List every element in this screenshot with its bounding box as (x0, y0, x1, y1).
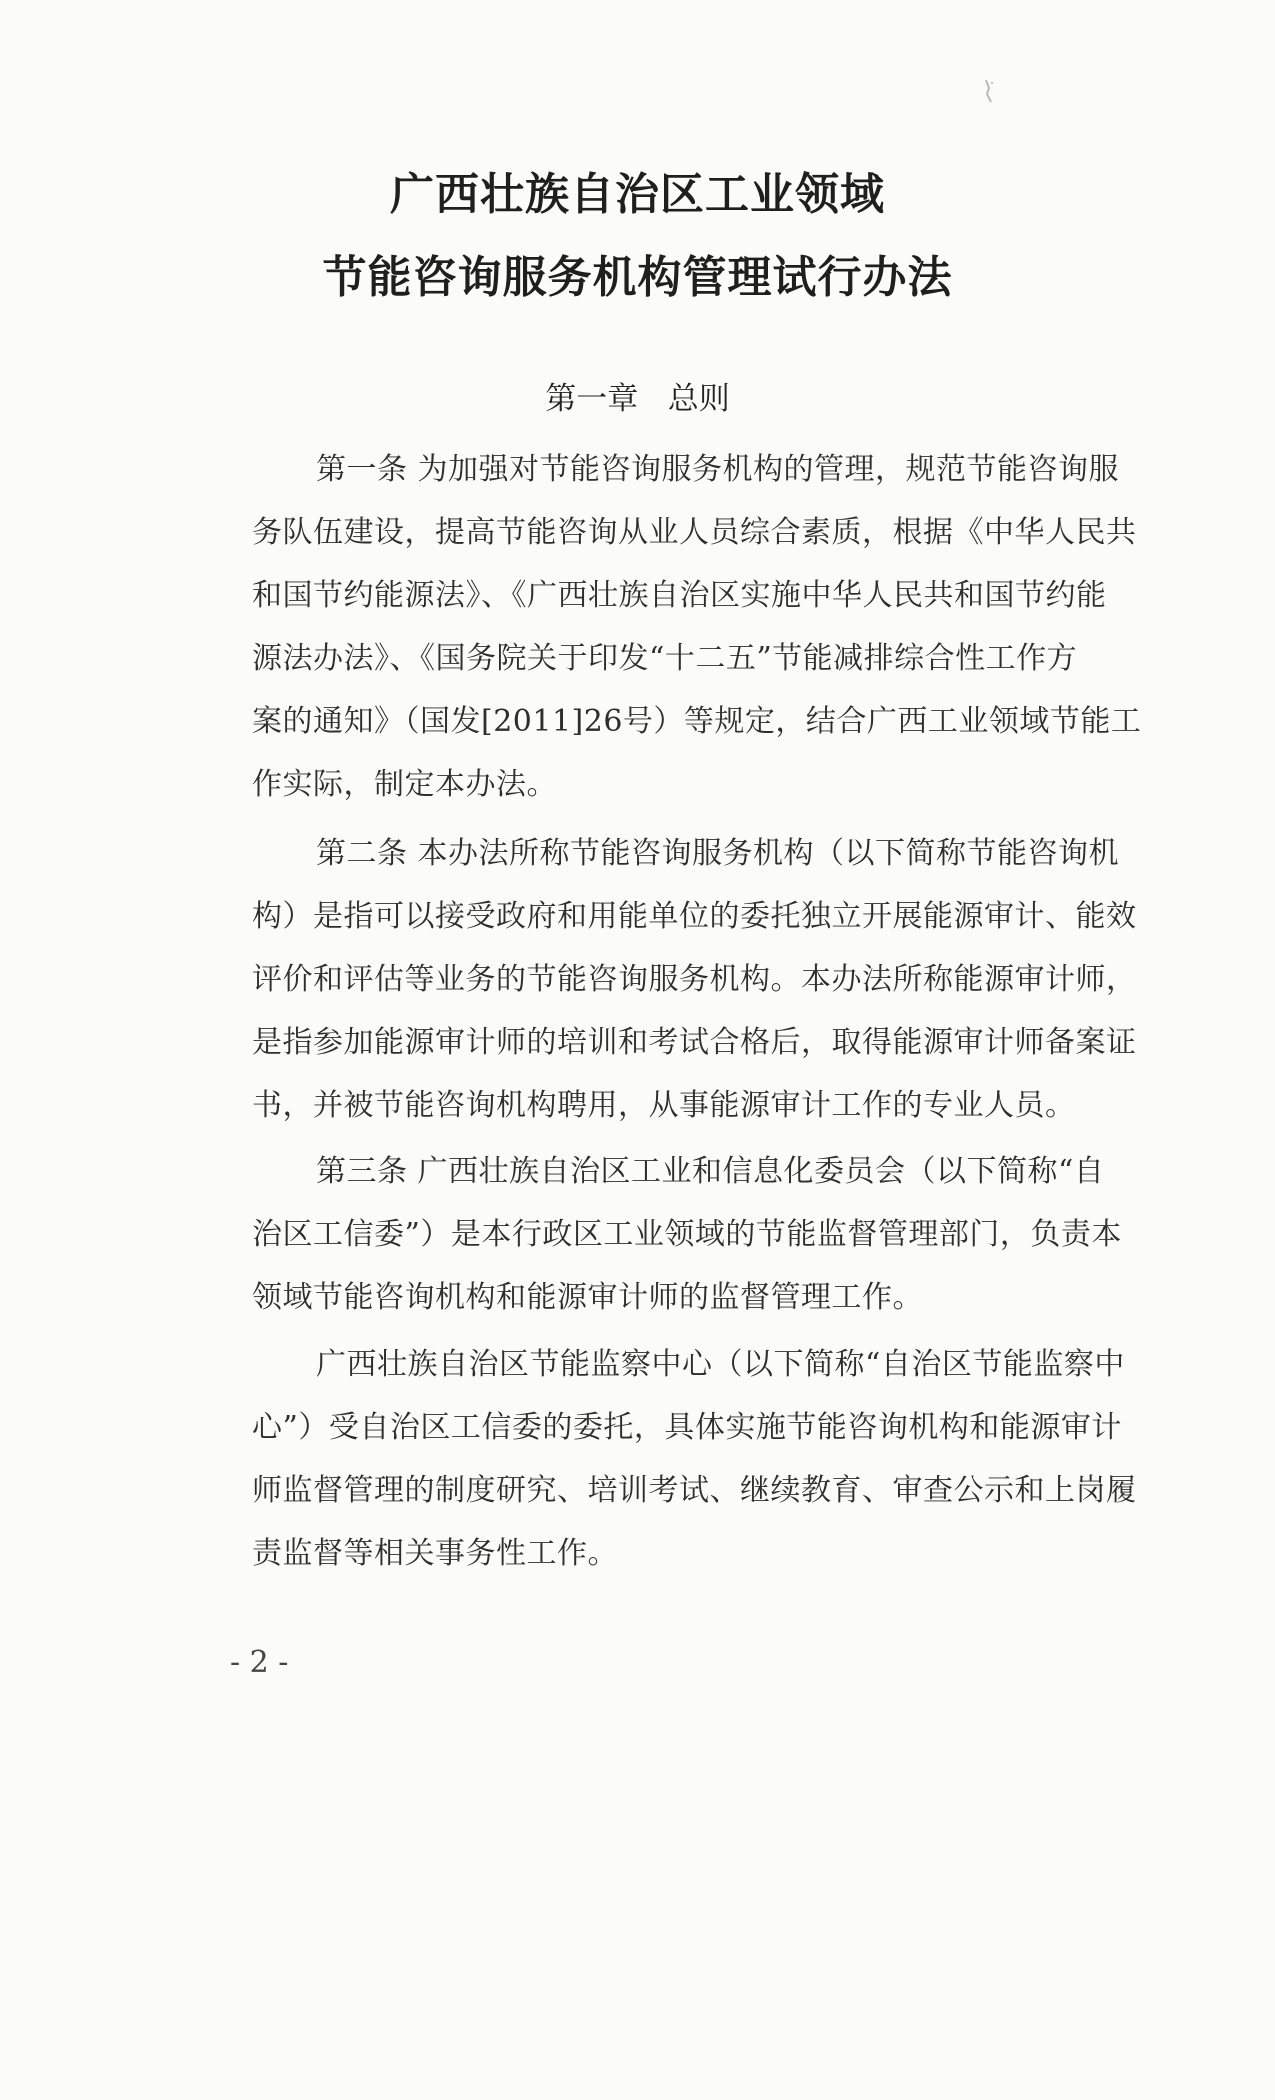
article-3-paragraph (252, 1140, 1170, 1329)
paragraph-line: 务队伍建设，提高节能咨询从业人员综合素质，根据《中华人民共 (252, 515, 1137, 550)
paragraph-line: 广西壮族自治区节能监察中心（以下简称“自治区节能监察中 (316, 1347, 1125, 1382)
paragraph-line: 作实际，制定本办法。 (252, 767, 557, 802)
paragraph-line: 心”）受自治区工信委的委托，具体实施节能咨询机构和能源审计 (252, 1410, 1122, 1445)
paragraph-line: 是指参加能源审计师的培训和考试合格后，取得能源审计师备案证 (252, 1025, 1137, 1060)
paragraph-line: 评价和评估等业务的节能咨询服务机构。本办法所称能源审计师， (252, 962, 1137, 997)
paragraph-line: 案的通知》（国发[2011]26号）等规定，结合广西工业领域节能工 (252, 704, 1142, 739)
paragraph-line: 治区工信委”）是本行政区工业领域的节能监督管理部门，负责本 (252, 1217, 1122, 1252)
page-number: - 2 - (230, 1645, 289, 1680)
document-title-line-1: 广西壮族自治区工业领域 (390, 169, 885, 220)
paragraph-line: 源法办法》、《国务院关于印发“十二五”节能减排综合性工作方 (252, 641, 1078, 676)
paragraph-line: 第一条 为加强对节能咨询服务机构的管理，规范节能咨询服 (316, 452, 1120, 487)
paragraph-line: 师监督管理的制度研究、培训考试、继续教育、审查公示和上岗履 (252, 1473, 1137, 1508)
paragraph-line: 构）是指可以接受政府和用能单位的委托独立开展能源审计、能效 (252, 899, 1137, 934)
scan-speck-mark (982, 78, 996, 104)
article-1-paragraph (252, 438, 1170, 816)
paragraph-line: 领域节能咨询机构和能源审计师的监督管理工作。 (252, 1280, 923, 1315)
article-3-supplement-paragraph (252, 1333, 1170, 1585)
paragraph-line: 第三条 广西壮族自治区工业和信息化委员会（以下简称“自 (316, 1154, 1105, 1189)
paragraph-line: 书，并被节能咨询机构聘用，从事能源审计工作的专业人员。 (252, 1088, 1076, 1123)
paragraph-line: 第二条 本办法所称节能咨询服务机构（以下简称节能咨询机 (316, 836, 1120, 871)
article-2-paragraph (252, 822, 1170, 1137)
paragraph-line: 和国节约能源法》、《广西壮族自治区实施中华人民共和国节约能 (252, 578, 1107, 613)
chapter-heading: 第一章 总则 (545, 381, 730, 417)
document-title-line-2: 节能咨询服务机构管理试行办法 (322, 252, 953, 303)
paragraph-line: 责监督等相关事务性工作。 (252, 1536, 618, 1571)
